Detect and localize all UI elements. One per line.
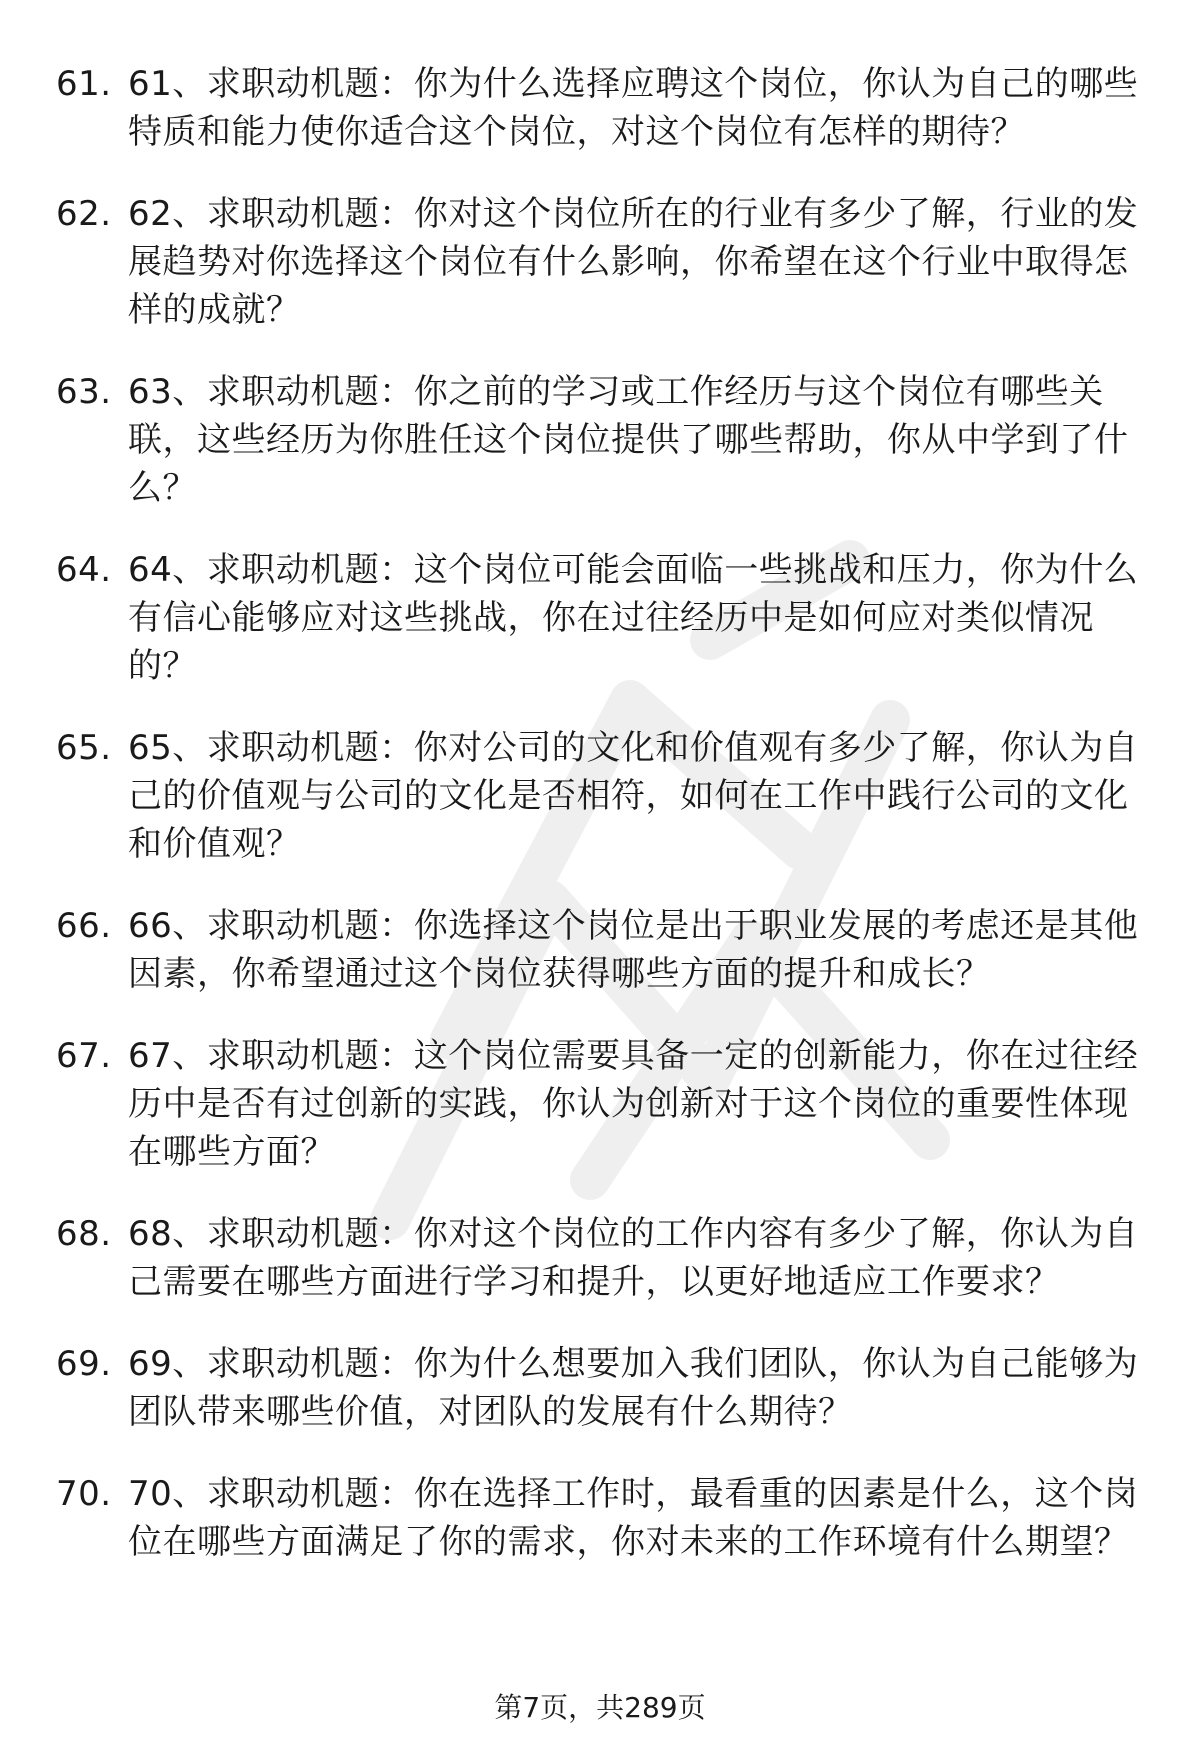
question-text: 61、求职动机题：你为什么选择应聘这个岗位，你认为自己的哪些特质和能力使你适合这个岗位，对这个岗位有怎样的期待？ bbox=[128, 64, 1139, 152]
question-text: 64、求职动机题：这个岗位可能会面临一些挑战和压力，你为什么有信心能够应对这些挑战，你在过往经历中是如何应对类似情况的？ bbox=[128, 550, 1139, 686]
question-text: 65、求职动机题：你对公司的文化和价值观有多少了解，你认为自己的价值观与公司的文化是否相符，如何在工作中践行公司的文化和价值观？ bbox=[128, 728, 1139, 864]
question-text: 67、求职动机题：这个岗位需要具备一定的创新能力，你在过往经历中是否有过创新的实践，你认为创新对于这个岗位的重要性体现在哪些方面？ bbox=[128, 1036, 1139, 1172]
list-item bbox=[56, 724, 1146, 868]
list-item bbox=[56, 60, 1146, 156]
question-text: 70、求职动机题：你在选择工作时，最看重的因素是什么，这个岗位在哪些方面满足了你的需求，你对未来的工作环境有什么期望？ bbox=[128, 1474, 1139, 1562]
question-number: 69. bbox=[56, 1344, 112, 1384]
question-number: 65. bbox=[56, 728, 112, 768]
question-number: 64. bbox=[56, 550, 112, 590]
question-number: 70. bbox=[56, 1474, 112, 1514]
list-item bbox=[56, 1210, 1146, 1306]
question-number: 68. bbox=[56, 1214, 112, 1254]
question-text: 68、求职动机题：你对这个岗位的工作内容有多少了解，你认为自己需要在哪些方面进行学习和提升，以更好地适应工作要求？ bbox=[128, 1214, 1139, 1302]
question-list bbox=[56, 60, 1146, 1600]
list-item bbox=[56, 190, 1146, 334]
question-text: 62、求职动机题：你对这个岗位所在的行业有多少了解，行业的发展趋势对你选择这个岗位有什么影响，你希望在这个行业中取得怎样的成就？ bbox=[128, 194, 1139, 330]
question-number: 66. bbox=[56, 906, 112, 946]
question-text: 66、求职动机题：你选择这个岗位是出于职业发展的考虑还是其他因素，你希望通过这个岗位获得哪些方面的提升和成长？ bbox=[128, 906, 1139, 994]
page-footer bbox=[0, 1690, 1200, 1726]
question-number: 61. bbox=[56, 64, 112, 104]
list-item bbox=[56, 1470, 1146, 1566]
question-number: 67. bbox=[56, 1036, 112, 1076]
question-text: 69、求职动机题：你为什么想要加入我们团队，你认为自己能够为团队带来哪些价值，对团队的发展有什么期待？ bbox=[128, 1344, 1139, 1432]
list-item bbox=[56, 1340, 1146, 1436]
question-number: 63. bbox=[56, 372, 112, 412]
list-item bbox=[56, 1032, 1146, 1176]
list-item bbox=[56, 546, 1146, 690]
question-text: 63、求职动机题：你之前的学习或工作经历与这个岗位有哪些关联，这些经历为你胜任这个岗位提供了哪些帮助，你从中学到了什么？ bbox=[128, 372, 1129, 508]
question-number: 62. bbox=[56, 194, 112, 234]
list-item bbox=[56, 368, 1146, 512]
page-number: 第7页，共289页 bbox=[494, 1691, 706, 1724]
list-item bbox=[56, 902, 1146, 998]
